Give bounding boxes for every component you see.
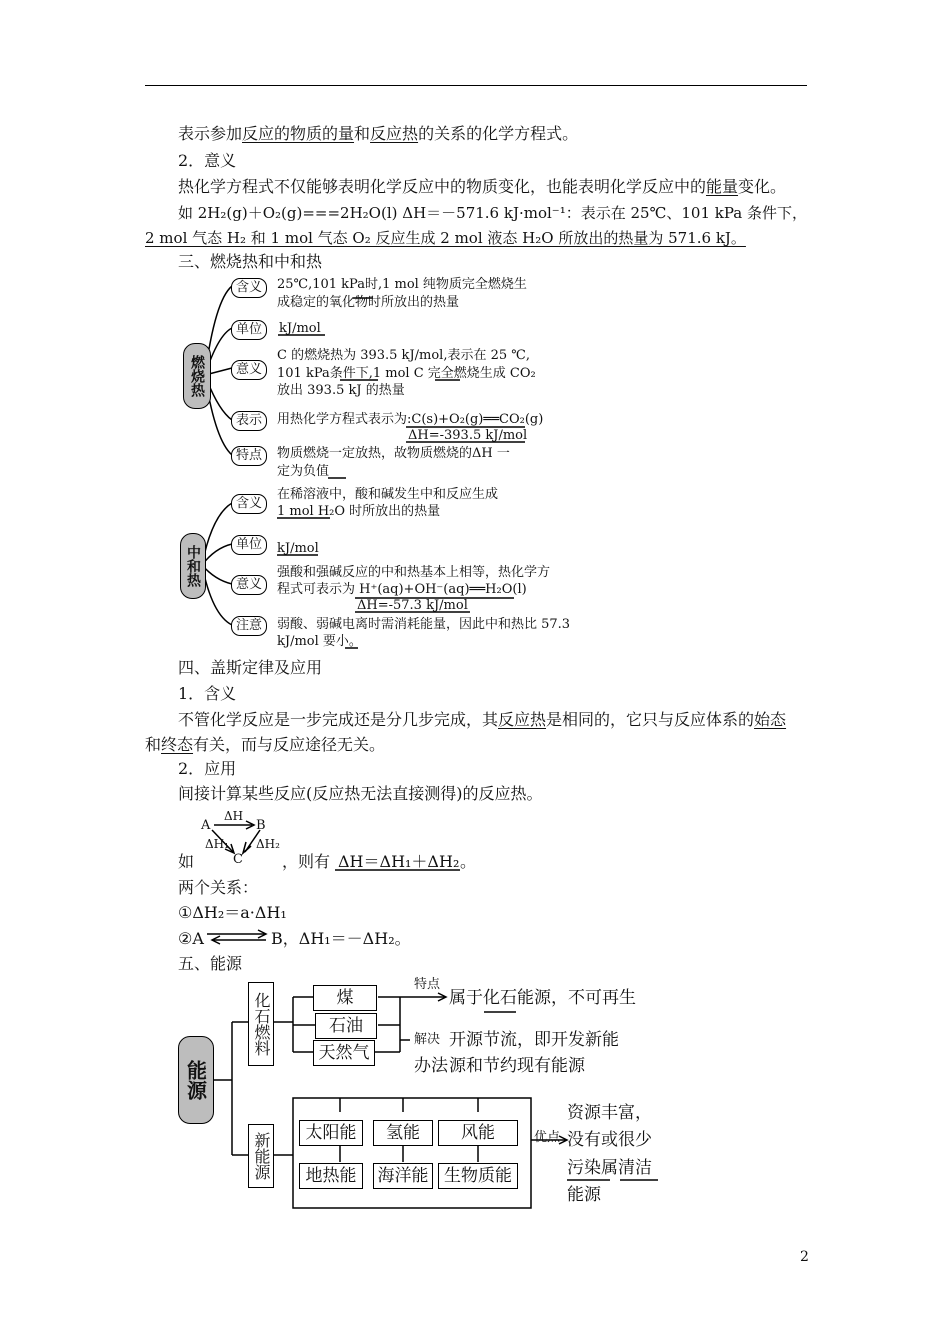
relation-2-b: B，ΔH₁＝－ΔH₂。	[271, 929, 411, 948]
neutral-meaning-line1: 强酸和强碱反应的中和热基本上相等，热化学方	[277, 565, 551, 580]
section-4-para-2: 和终态有关，而与反应途径无关。	[145, 735, 386, 754]
advantage-line-4: 能源	[567, 1185, 601, 1205]
neutral-meaning-line2: 程式可表示为 H⁺(aq)+OH⁻(aq)══H₂O(l)	[277, 582, 527, 597]
section-4-para-1: 不管化学反应是一步完成还是分几步完成，其反应热是相同的，它只与反应体系的始态	[178, 710, 787, 729]
fossil-item-oil: 石油	[315, 1013, 377, 1039]
energy-center: 能源	[178, 1036, 214, 1124]
hess-ru: 如	[178, 852, 195, 871]
section-5-title: 五、能源	[178, 954, 243, 973]
fossil-item-gas: 天然气	[313, 1040, 375, 1066]
tag-combustion-meaning: 意义	[231, 360, 267, 380]
fossil-item-coal: 煤	[313, 985, 377, 1011]
tag-combustion-expression: 表示	[231, 411, 267, 431]
hess-b: B	[256, 818, 266, 833]
new-energy-geothermal: 地热能	[299, 1163, 363, 1189]
line-5: 2 mol 气态 H₂ 和 1 mol 气态 O₂ 反应生成 2 mol 液态 H₂O 所放出的热量为 571.6 kJ。	[145, 229, 746, 247]
combustion-definition-line2: 成稳定的氧化物时所放出的热量	[277, 295, 460, 310]
relation-2-a: ②A	[178, 929, 204, 948]
hess-zeyou: ，则有	[282, 852, 331, 871]
advantage-line-3: 污染属清洁	[567, 1158, 652, 1178]
section-4-sub-2: 2．应用	[178, 759, 237, 778]
section-4-sub-1: 1．含义	[178, 684, 237, 703]
neutral-definition-line2: 1 mol H₂O 时所放出的热量	[277, 504, 441, 519]
hess-c: C	[233, 852, 243, 867]
line-1: 表示参加反应的物质的量和反应热的关系的化学方程式。	[178, 124, 579, 143]
hess-a: A	[201, 818, 211, 833]
feature-text: 属于化石能源，不可再生	[449, 988, 636, 1008]
combustion-meaning-line3: 放出 393.5 kJ 的热量	[277, 383, 405, 398]
combustion-unit-text: kJ/mol	[279, 321, 321, 336]
new-energy-ocean: 海洋能	[373, 1163, 433, 1189]
section-3-title: 三、燃烧热和中和热	[178, 252, 323, 271]
page-number: 2	[800, 1249, 809, 1265]
neutral-unit-text: kJ/mol	[277, 541, 319, 556]
new-energy-hydrogen: 氢能	[373, 1120, 433, 1146]
fossil-fuel-box: 化石燃料	[248, 982, 274, 1066]
hess-dh2: ΔH₂	[256, 837, 280, 851]
line-3: 热化学方程式不仅能够表明化学反应中的物质变化，也能表明化学反应中的能量变化。	[178, 177, 787, 196]
tag-neutral-meaning: 意义	[231, 575, 267, 595]
advantage-line-1: 资源丰富，	[567, 1103, 652, 1123]
neutral-definition-line1: 在稀溶液中，酸和碱发生中和反应生成	[277, 487, 499, 502]
tag-combustion-definition: 含义	[231, 278, 267, 298]
tag-neutral-note: 注意	[231, 616, 267, 636]
tag-combustion-unit: 单位	[231, 320, 267, 340]
new-energy-wind: 风能	[438, 1120, 518, 1146]
solve-line-1: 开源节流，即开发新能	[449, 1030, 619, 1050]
new-energy-box: 新能源	[248, 1124, 274, 1188]
advantage-label: 优点	[534, 1130, 561, 1145]
hess-equation: ΔH＝ΔH₁＋ΔH₂	[338, 852, 460, 871]
combustion-expression-line1: 用热化学方程式表示为:C(s)+O₂(g)══CO₂(g)	[277, 412, 544, 427]
combustion-meaning-line2: 101 kPa条件下,1 mol C 完全燃烧生成 CO₂	[277, 366, 536, 381]
subheading-meaning: 2．意义	[178, 151, 237, 170]
neutral-note-line1: 弱酸、弱碱电离时需消耗能量，因此中和热比 57.3	[277, 617, 571, 632]
hess-dh: ΔH	[224, 809, 244, 823]
section-4-para-3: 间接计算某些反应(反应热无法直接测得)的反应热。	[178, 784, 543, 803]
two-relations: 两个关系：	[178, 878, 259, 897]
relation-1: ①ΔH₂＝a·ΔH₁	[178, 903, 287, 922]
combustion-feature-line1: 物质燃烧一定放热，故物质燃烧的ΔH 一	[277, 446, 510, 461]
combustion-definition-line1: 25℃,101 kPa时,1 mol 纯物质完全燃烧生	[277, 277, 527, 292]
combustion-expression-line2: ΔH=-393.5 kJ/mol	[408, 428, 528, 443]
section-4-title: 四、盖斯定律及应用	[178, 658, 323, 677]
feature-label: 特点	[414, 977, 441, 992]
tag-combustion-feature: 特点	[231, 446, 267, 466]
neutral-center: 中和热	[180, 533, 206, 599]
tag-neutral-unit: 单位	[231, 535, 267, 555]
new-energy-solar: 太阳能	[299, 1120, 363, 1146]
neutral-meaning-line3: ΔH=-57.3 kJ/mol	[357, 598, 468, 613]
solve-label: 解决	[414, 1032, 441, 1047]
line-4: 如 2H₂(g)＋O₂(g)===2H₂O(l) ΔH＝－571.6 kJ·mol⁻¹：表示在 25℃、101 kPa 条件下，	[178, 204, 807, 222]
tag-neutral-definition: 含义	[231, 494, 267, 514]
combustion-feature-line2: 定为负值	[277, 464, 330, 479]
hess-dh1: ΔH₁	[205, 837, 229, 851]
advantage-line-2: 没有或很少	[567, 1130, 652, 1150]
combustion-center: 燃烧热	[183, 343, 211, 409]
hess-equation-end: 。	[460, 852, 477, 871]
neutral-note-line2: kJ/mol 要小。	[277, 634, 362, 649]
new-energy-biomass: 生物质能	[438, 1163, 518, 1189]
solve-label-2: 办法	[414, 1056, 448, 1076]
combustion-meaning-line1: C 的燃烧热为 393.5 kJ/mol,表示在 25 ℃,	[277, 348, 530, 363]
solve-line-2: 源和节约现有能源	[449, 1056, 585, 1076]
